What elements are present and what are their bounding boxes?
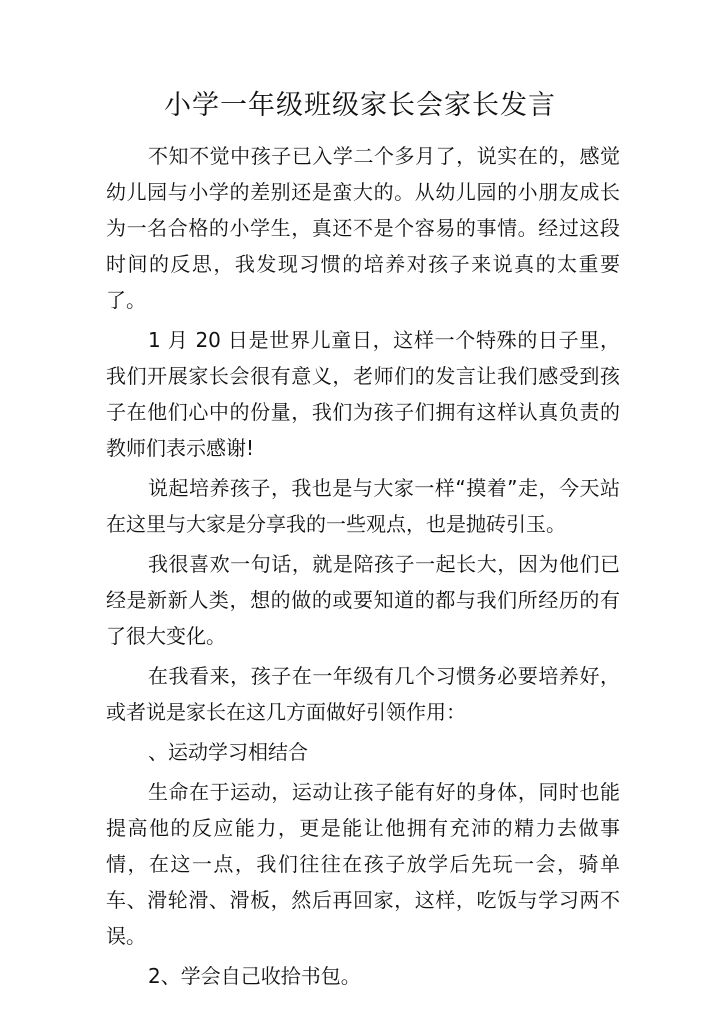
paragraph-habits: 在我看来，孩子在一年级有几个习惯务必要培养好，或者说是家长在这几方面做好引领作用： bbox=[106, 664, 620, 724]
paragraph-childrens-day: 1 月 20 日是世界儿童日，这样一个特殊的日子里，我们开展家长会很有意义，老师们的发言让我们感受到孩子在他们心中的份量，我们为孩子们拥有这样认真负责的教师们表示感谢! bbox=[106, 328, 620, 460]
heading-pack-schoolbag: 2、学会自己收拾书包。 bbox=[148, 964, 361, 988]
paragraph-intro: 不知不觉中孩子已入学二个多月了，说实在的，感觉幼儿园与小学的差别还是蛮大的。从幼儿园的小朋友成长为一名合格的小学生，真还不是个容易的事情。经过这段时间的反思，我发现习惯的培养对孩子来说真的太重要了。 bbox=[106, 144, 620, 312]
document-body bbox=[106, 138, 620, 998]
paragraph-sharing: 说起培养孩子，我也是与大家一样“摸着”走，今天站在这里与大家是分享我的一些观点，也是抛砖引玉。 bbox=[106, 476, 620, 536]
paragraph-exercise: 生命在于运动，运动让孩子能有好的身体，同时也能提高他的反应能力，更是能让他拥有充沛的精力去做事情，在这一点，我们往往在孩子放学后先玩一会，骑单车、滑轮滑、滑板，然后再回家，这样，吃饭与学习两不误。 bbox=[106, 780, 620, 948]
document-title: 小学一年级班级家长会家长发言 bbox=[164, 90, 556, 121]
paragraph-grow-together: 我很喜欢一句话，就是陪孩子一起长大，因为他们已经是新新人类，想的做的或要知道的都与我们所经历的有了很大变化。 bbox=[106, 552, 620, 648]
heading-exercise-study: 、运动学习相结合 bbox=[148, 740, 308, 764]
